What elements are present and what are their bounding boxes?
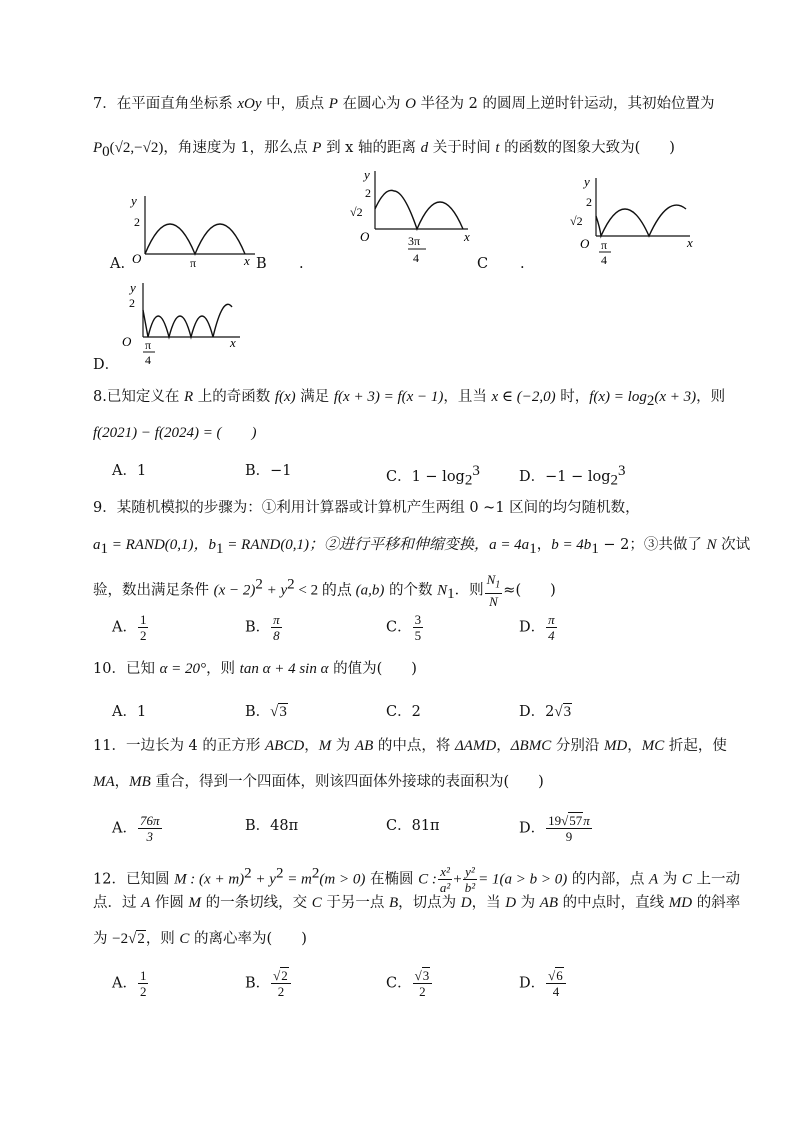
origin-label: O [360, 229, 370, 244]
text: D．2 [519, 704, 555, 720]
q9-option-a[interactable] [112, 612, 149, 643]
math-sub: 1 [216, 540, 224, 557]
math: D [460, 895, 472, 911]
q8-line1 [93, 388, 725, 410]
math-sub: 2 [610, 472, 619, 489]
q10-option-c[interactable]: C．2 [386, 704, 421, 720]
text: ≈( ) [503, 582, 556, 599]
num: π [548, 612, 555, 627]
text: 为 [93, 931, 113, 947]
math: = RAND(0,1)， [108, 537, 209, 553]
sqrt-icon: √ [128, 931, 137, 947]
text: 中，质点 [261, 96, 329, 112]
text: 点．过 [93, 895, 142, 911]
text: ．则 [454, 582, 484, 599]
radicand: 3 [422, 968, 430, 983]
text: A． [112, 619, 137, 636]
text: 半径为 2 的圆周上逆时针运动，其初始位置为 [415, 96, 715, 112]
fraction [546, 612, 557, 643]
math-sub: 2 [464, 472, 473, 489]
den: 2 [139, 984, 147, 999]
math: + y [262, 582, 288, 599]
origin-label: O [132, 251, 142, 266]
tick-3pi: 3π [408, 234, 421, 248]
math: α = 20° [159, 661, 207, 677]
math: N [706, 537, 717, 553]
q12-line1 [93, 864, 740, 895]
text: 于另一点 [321, 895, 389, 911]
text: 8.已知定义在 [93, 389, 184, 405]
math: (√2,−√2) [109, 140, 164, 156]
text: 的一条切线，交 [201, 895, 312, 911]
num: π [273, 612, 280, 627]
curve [596, 205, 686, 236]
radicand: 2 [281, 968, 288, 983]
num: 76π [139, 813, 160, 828]
text: 为 [658, 871, 682, 888]
text: ， [114, 774, 130, 790]
sqrt-icon: √ [414, 968, 422, 983]
math: t [495, 140, 500, 156]
num: y² [463, 864, 477, 880]
den: 9 [565, 829, 573, 844]
tick-2: 2 [586, 195, 592, 209]
num [546, 968, 566, 984]
den: N [489, 593, 498, 609]
tick-sqrt2: √2 [350, 205, 363, 219]
q12-option-d[interactable] [519, 968, 567, 999]
sqrt-icon: √ [273, 968, 281, 983]
den: b² [464, 880, 476, 895]
y-label: y [584, 174, 590, 189]
fraction [138, 813, 162, 844]
text: ， [496, 738, 511, 754]
math: P [312, 140, 322, 156]
origin-label: O [580, 236, 590, 251]
tick-sqrt2: √2 [570, 214, 583, 228]
tick-2: 2 [134, 215, 140, 229]
text: 为 [331, 738, 355, 754]
option-a-label[interactable]: A. [110, 256, 126, 272]
graph-option-d [110, 280, 260, 370]
q12-option-c[interactable] [386, 968, 433, 999]
text: ， [627, 738, 642, 754]
math: AB [354, 738, 374, 754]
fraction [438, 864, 452, 895]
text: A． [112, 975, 137, 992]
q11-line2 [93, 773, 544, 791]
fraction [413, 612, 424, 643]
y-label: y [131, 193, 137, 208]
dot: . [520, 256, 525, 272]
math: f(x) [274, 389, 296, 405]
fraction [138, 968, 149, 999]
math-sub: 1 [447, 586, 455, 603]
q11-line1 [93, 737, 727, 755]
fraction [271, 612, 282, 643]
fraction [546, 968, 566, 999]
tick-2: 2 [365, 186, 371, 200]
graph-option-c [560, 172, 710, 272]
text: 关于时间 [428, 140, 496, 156]
den: 2 [277, 984, 285, 999]
num: x² [438, 864, 452, 880]
q11-option-b[interactable]: B．48π [245, 818, 299, 834]
math: C [311, 895, 322, 911]
math: b [208, 537, 217, 553]
math: ΔAMD [454, 738, 497, 754]
text: A． [112, 820, 137, 837]
text: 的值为( ) [328, 661, 417, 677]
math-sup: 2 [287, 576, 295, 593]
den: 8 [273, 628, 280, 643]
math: f(x) = log [589, 389, 647, 405]
y-label: y [364, 167, 370, 182]
tick-4: 4 [145, 353, 151, 367]
text: − 2；③共做了 [598, 537, 707, 553]
text: 上的奇函数 [193, 389, 275, 405]
radicand: 3 [563, 704, 572, 720]
x-label: x [244, 253, 250, 268]
math-sub: 2 [646, 392, 655, 409]
math-sub: 1 [100, 540, 108, 557]
text: 验，数出满足条件 [93, 582, 214, 599]
radicand: 6 [556, 968, 563, 983]
math: a [93, 537, 101, 553]
radicand: 2 [137, 931, 145, 947]
text: ，则 [696, 389, 726, 405]
math: MC [641, 738, 665, 754]
text: ， [304, 738, 319, 754]
q10-option-d[interactable] [519, 703, 572, 721]
tick-2: 2 [129, 296, 135, 310]
math: = m [283, 871, 312, 888]
math: M [188, 895, 201, 911]
fraction [138, 612, 149, 643]
q7-line2 [93, 139, 675, 161]
text: ，切点为 [398, 895, 461, 911]
text: ， [536, 537, 552, 553]
text: 11．一边长为 4 的正方形 [93, 738, 266, 754]
math: MD [668, 895, 693, 911]
q10-line1 [93, 660, 417, 678]
num-sub: 1 [495, 579, 501, 591]
math: d [420, 140, 429, 156]
text: 的个数 [384, 582, 438, 599]
text: 的离心率为( ) [189, 931, 307, 947]
text: 的斜率 [692, 895, 741, 911]
q12-line3 [93, 930, 307, 948]
math: C [179, 931, 190, 947]
den: 4 [552, 984, 560, 999]
sqrt-icon: √ [561, 813, 569, 828]
math: C [681, 871, 692, 888]
math: (x + 3) [654, 389, 697, 405]
math: P [328, 96, 338, 112]
math: A [141, 895, 151, 911]
math-sup: 2 [311, 865, 320, 882]
math-sub: 0 [102, 143, 110, 160]
den: 2 [419, 984, 426, 999]
text: 满足 [295, 389, 334, 405]
num [413, 968, 433, 984]
math: xOy [237, 96, 262, 112]
math: AB [539, 895, 559, 911]
q11-option-d[interactable] [519, 813, 593, 844]
math: (x − 2) [213, 582, 256, 599]
text: D． [519, 820, 546, 837]
math: A [648, 871, 659, 888]
text: 折起，使 [664, 738, 727, 754]
math-sup: 2 [244, 865, 252, 882]
graph-option-b [340, 165, 490, 270]
text: ，且当 [443, 389, 492, 405]
text: B． [245, 619, 271, 636]
x-label: x [230, 335, 236, 350]
math: f(x + 3) = f(x − 1) [333, 389, 444, 405]
text: ，角速度为 1，那么点 [163, 140, 313, 156]
q10-option-a[interactable]: A．1 [112, 704, 147, 720]
text: C． [386, 975, 412, 992]
curve [143, 304, 232, 337]
math: (a,b) [355, 582, 385, 599]
math: (m > 0) [319, 871, 366, 888]
math: f(2021) − f(2024) = ( ) [93, 425, 257, 441]
text: D．−1 − log [519, 468, 611, 485]
den: 2 [139, 628, 147, 643]
curve [145, 224, 245, 254]
math: b = 4b [551, 537, 592, 553]
sqrt-icon: √ [270, 704, 279, 720]
text: D． [519, 975, 546, 992]
sqrt-icon: √ [548, 968, 556, 983]
math: R [183, 389, 194, 405]
q9-line2 [93, 536, 750, 558]
tick-pi: π [601, 238, 608, 252]
q12-option-b[interactable] [245, 968, 292, 999]
origin-label: O [122, 334, 132, 349]
sqrt-icon: √ [554, 704, 563, 720]
tick-4: 4 [413, 251, 419, 265]
math: tan α + 4 sin α [239, 661, 329, 677]
dot: . [299, 256, 304, 272]
math: −2 [112, 931, 129, 947]
num: 1 [139, 968, 147, 983]
math: D [505, 895, 517, 911]
q12-option-a[interactable] [112, 968, 149, 999]
text: 10．已知 [93, 661, 160, 677]
fraction [546, 813, 592, 844]
text: 为 [516, 895, 540, 911]
num-pi: π [583, 813, 590, 828]
math: M : (x + m) [174, 871, 245, 888]
fraction [413, 968, 433, 999]
text: 上一动 [691, 871, 740, 888]
math: P [93, 140, 103, 156]
text: D． [519, 619, 546, 636]
q10-option-b[interactable] [245, 703, 288, 721]
text: 12．已知圆 [93, 871, 175, 888]
text: 分别沿 [551, 738, 604, 754]
math-sup: 2 [275, 865, 284, 882]
math: = RAND(0,1)；②进行平移和伸缩变换， [223, 537, 490, 553]
den: a² [439, 880, 451, 895]
math: M [318, 738, 332, 754]
q8-option-d[interactable] [519, 462, 626, 490]
q9-option-d[interactable] [519, 612, 558, 643]
q7-line1 [93, 95, 715, 113]
text: ，则 [145, 931, 180, 947]
option-c-label[interactable]: C [477, 256, 489, 272]
text: ，则 [206, 661, 240, 677]
text: 的中点时，直线 [558, 895, 669, 911]
x-label: x [687, 235, 693, 250]
math: + [453, 871, 462, 888]
math: C : [418, 871, 437, 888]
math: MD [603, 738, 628, 754]
text: B． [245, 975, 271, 992]
math: a = 4a [489, 537, 530, 553]
den: 5 [414, 628, 422, 643]
math: ΔBMC [510, 738, 552, 754]
tick-pi: π [190, 256, 197, 270]
q8-option-c[interactable] [386, 462, 480, 490]
q8-line2 [93, 424, 257, 442]
text: 的函数的图象大致为( ) [499, 140, 675, 156]
text: ，当 [471, 895, 506, 911]
tick-pi: π [145, 338, 152, 352]
y-label: y [130, 280, 136, 295]
text: B． [245, 704, 271, 720]
text: 作圆 [150, 895, 189, 911]
text: 7．在平面直角坐标系 [93, 96, 238, 112]
text: 到 x 轴的距离 [321, 140, 421, 156]
den: 3 [146, 829, 153, 844]
graph-option-a [110, 190, 270, 270]
text: C．1 − log [386, 468, 465, 485]
radicand: 3 [279, 704, 287, 720]
tick-4: 4 [601, 253, 607, 267]
option-d-label[interactable]: D． [93, 357, 120, 373]
q9-option-b[interactable] [245, 612, 283, 643]
fraction [463, 864, 477, 895]
math: MB [129, 774, 151, 790]
q11-option-c[interactable]: C．81π [386, 818, 440, 834]
text: 的中点，将 [373, 738, 455, 754]
den: 4 [548, 628, 555, 643]
num: N [486, 572, 496, 587]
option-b-label[interactable]: B [256, 256, 267, 272]
math: x ∈ (−2,0) [491, 389, 556, 405]
q9-line1: 9．某随机模拟的步骤为：①利用计算器或计算机产生两组 0 ~1 区间的均匀随机数， [93, 500, 640, 516]
q9-line3 [93, 572, 556, 609]
num-coef: 19 [548, 813, 562, 828]
text: 重合，得到一个四面体，则该四面体外接球的表面积为( ) [150, 774, 544, 790]
q8-option-b[interactable]: B．−1 [245, 463, 292, 479]
q9-option-c[interactable] [386, 612, 424, 643]
radicand: 57 [569, 813, 583, 828]
math: N [437, 582, 448, 599]
q11-option-a[interactable] [112, 813, 163, 844]
text: 的内部，点 [567, 871, 649, 888]
text: 时， [555, 389, 590, 405]
num: 1 [139, 612, 147, 627]
math: + y [251, 871, 276, 888]
math: O [405, 96, 416, 112]
math: = 1(a > b > 0) [478, 871, 568, 888]
math-sub: 1 [591, 540, 599, 557]
q12-line2 [93, 894, 740, 912]
math: ABCD [265, 738, 305, 754]
curve [375, 190, 463, 229]
math: < 2 的点 [294, 582, 356, 599]
q8-option-a[interactable]: A．1 [112, 463, 147, 479]
fraction [271, 968, 291, 999]
math-sup: 3 [472, 463, 480, 479]
num [546, 813, 592, 829]
math-sub: 1 [529, 540, 537, 557]
math-sup: 2 [255, 576, 263, 593]
x-label: x [464, 229, 470, 244]
math: B [388, 895, 399, 911]
math: MA [93, 774, 115, 790]
math-sup: 3 [618, 463, 626, 479]
text: 次试 [716, 537, 751, 553]
text: C． [386, 619, 412, 636]
text: 在圆心为 [337, 96, 406, 112]
text: 在椭圆 [365, 871, 419, 888]
num [271, 968, 291, 984]
num: 3 [414, 612, 422, 627]
fraction-n1-n [485, 572, 503, 609]
